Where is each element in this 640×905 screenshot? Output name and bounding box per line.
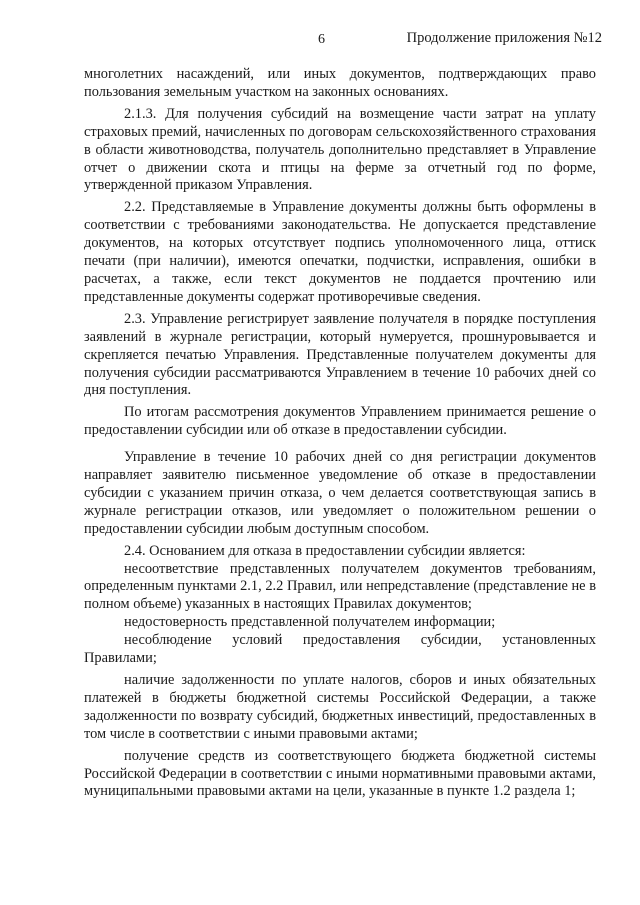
list-item-conditions-violation: несоблюдение условий предоставления субсидии, установленных Правилами;: [84, 632, 596, 667]
list-item-debt: наличие задолженности по уплате налогов, сборов и иных обязательных платежей в бюджеты бюджетной системы Российской Федерации, а также задолженности по возврату субсидий, бюджетных инвестиций, предоставленных в том числе в соответствии с иными правовыми актами;: [84, 672, 596, 742]
paragraph-2-3: 2.3. Управление регистрирует заявление получателя в порядке поступления заявлений в журнале регистрации, который нумеруется, прошнуровывается и скрепляется печатью Управления. Представленные получателем документы для получения субсидии рассматриваются Управлением в течение 10 рабочих дней со дня поступления.: [84, 310, 596, 399]
document-body: [84, 66, 596, 801]
appendix-continuation-note: Продолжение приложения №12: [406, 30, 602, 46]
paragraph-2-1-3: 2.1.3. Для получения субсидий на возмещение части затрат на уплату страховых премий, начисленных по договорам сельскохозяйственного страхования в области животноводства, получатель дополнительно представляет в Управление отчет о движении скота и птицы на ферме за отчетный год по форме, утвержденной приказом Управления.: [84, 105, 596, 194]
list-item-unreliable-info: недостоверность представленной получателем информации;: [124, 614, 496, 631]
list-item-duplicate-funding: получение средств из соответствующего бюджета бюджетной системы Российской Федерации в соответствии с иными нормативными правовыми актами, муниципальными правовыми актами на цели, указанные в пункте 1.2 раздела 1;: [84, 747, 596, 800]
paragraph-2-2: 2.2. Представляемые в Управление документы должны быть оформлены в соответствии с требованиями законодательства. Не допускается представление документов, на которых отсутствует подпись уполномоченного лица, оттиск печати (при наличии), имеются опечатки, подчистки, исправления, ошибки в расчетах, а также, если текст документов не поддается прочтению или представленные документы содержат противоречивые сведения.: [84, 199, 596, 305]
list-item-noncompliance: несоответствие представленных получателем документов требованиям, определенным пунктами 2.1, 2.2 Правил, или непредставление (представление не в полном объеме) указанных в настоящих Правилах документов;: [84, 560, 596, 613]
paragraph-notification: Управление в течение 10 рабочих дней со дня регистрации документов направляет заявителю письменное уведомление об отказе в предоставлении субсидии с указанием причин отказа, о чем делается соответствующая запись в журнале регистрации отказов, или уведомляет о положительном решении о предоставлении субсидии любым доступным способом.: [84, 449, 596, 537]
page-number: 6: [318, 32, 325, 47]
paragraph-continuation: многолетних насаждений, или иных документов, подтверждающих право пользования земельным участком на законных основаниях.: [84, 66, 596, 100]
paragraph-review-results: По итогам рассмотрения документов Управлением принимается решение о предоставлении субсидии или об отказе в предоставлении субсидии.: [84, 404, 596, 439]
paragraph-2-4: 2.4. Основанием для отказа в предоставлении субсидии является:: [124, 542, 526, 559]
